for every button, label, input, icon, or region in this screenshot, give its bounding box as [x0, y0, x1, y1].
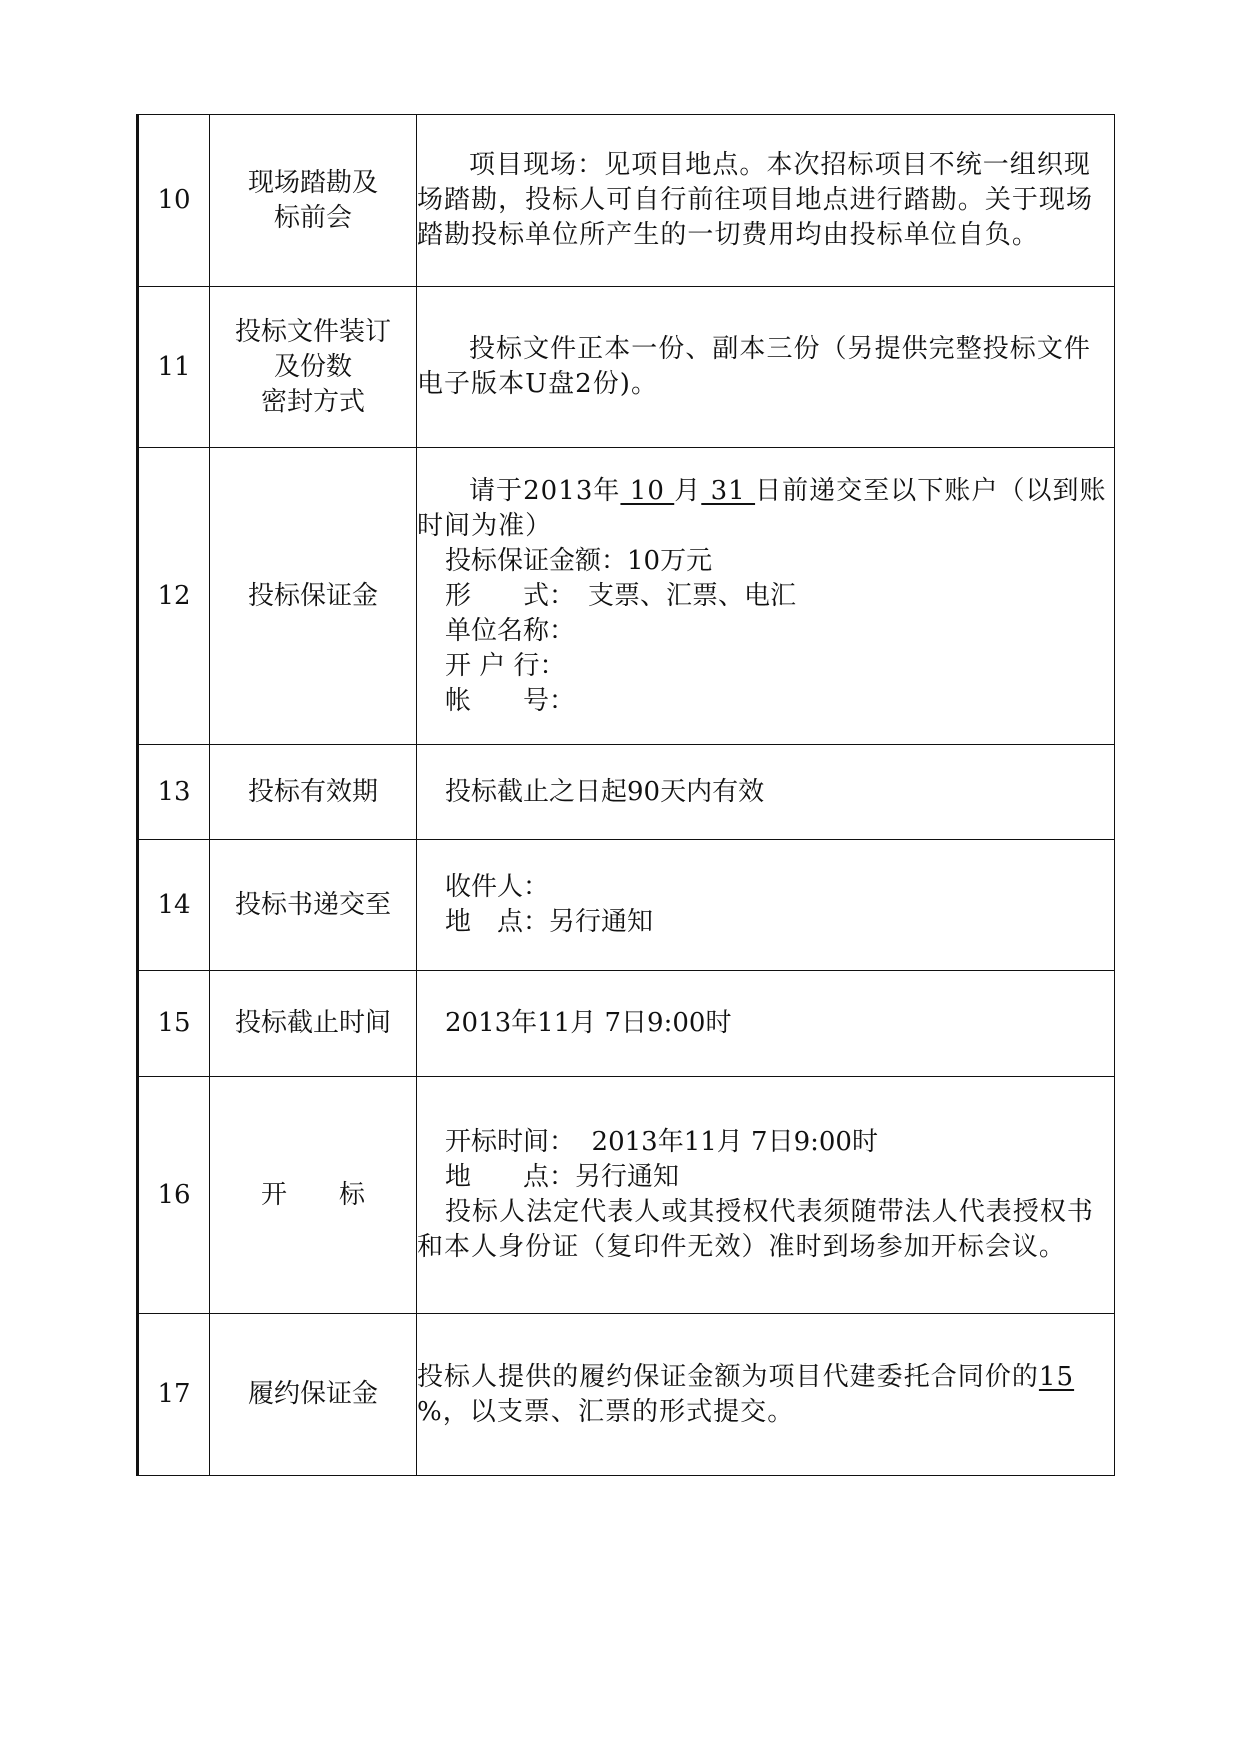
deposit-unit: 单位名称：: [445, 615, 576, 646]
perf-text-b: %，以支票、汇票的形式提交。: [417, 1396, 795, 1427]
row-number: 17: [138, 1314, 210, 1476]
row-number: 10: [138, 115, 210, 287]
location-line: 地 点：另行通知: [445, 907, 654, 937]
perf-text-a: 投标人提供的履约保证金额为项目代建委托合同价的: [417, 1361, 1039, 1392]
deposit-amount: 投标保证金额：10万元: [445, 545, 713, 576]
table-row: [138, 840, 1115, 971]
performance-bond-text: [417, 1360, 1114, 1430]
deposit-intro: [417, 474, 1114, 544]
item-line: 现场踏勘及: [247, 167, 378, 198]
row-item: [210, 287, 417, 448]
deposit-month: 10: [620, 475, 675, 506]
tender-info-table: [136, 114, 1115, 1476]
row-item: [210, 115, 417, 287]
deposit-form: [417, 579, 1114, 614]
item-line: 投标文件装订: [234, 316, 391, 347]
row-content: [417, 1077, 1115, 1314]
row-content: [417, 448, 1115, 745]
deposit-intro-b: 月: [674, 475, 702, 506]
table-row: [138, 971, 1115, 1077]
deadline-line: 2013年11月 7日9:00时: [445, 1008, 732, 1038]
content-paragraph: 项目现场：见项目地点。本次招标项目不统一组织现场踏勘，投标人可自行前往项目地点进行踏勘。关于现场踏勘投标单位所产生的一切费用均由投标单位自负。: [417, 150, 1094, 250]
row-number: 11: [138, 287, 210, 448]
row-content: [417, 971, 1115, 1077]
row-content: [417, 840, 1115, 971]
row-number: 12: [138, 448, 210, 745]
row-item: 投标保证金: [210, 448, 417, 745]
content-paragraph: 投标文件正本一份、副本三份（另提供完整投标文件电子版本U盘2份)。: [417, 334, 1091, 399]
row-number: 13: [138, 745, 210, 840]
deposit-intro-c: 日前递交至以下账户（以到账时间为准）: [417, 475, 1107, 541]
deposit-form-label: 形 式：: [445, 580, 563, 611]
row-number: 14: [138, 840, 210, 971]
row-item: 开 标: [210, 1077, 417, 1314]
item-line: 标前会: [273, 202, 352, 233]
row-content: [417, 1314, 1115, 1476]
table-row: [138, 745, 1115, 840]
row-number: 15: [138, 971, 210, 1077]
item-line: 密封方式: [260, 386, 365, 417]
table-row: [138, 115, 1115, 287]
row-item: 投标截止时间: [210, 971, 417, 1077]
row-content: [417, 745, 1115, 840]
table-row: [138, 287, 1115, 448]
row-item: 投标书递交至: [210, 840, 417, 971]
row-item: 投标有效期: [210, 745, 417, 840]
deposit-form-value: 支票、汇票、电汇: [588, 580, 797, 611]
table-row: [138, 1077, 1115, 1314]
item-line: 及份数: [273, 351, 352, 382]
deposit-bank: 开 户 行：: [445, 650, 566, 681]
table-row: [138, 1314, 1115, 1476]
row-content: [417, 115, 1115, 287]
opening-note: 投标人法定代表人或其授权代表须随带法人代表授权书和本人身份证（复印件无效）准时到场参加开标会议。: [417, 1197, 1094, 1262]
deposit-intro-a: 请于2013年: [469, 475, 621, 506]
table-row: [138, 448, 1115, 745]
row-number: 16: [138, 1077, 210, 1314]
recipient-line: 收件人：: [445, 872, 550, 902]
perf-percent: 15: [1038, 1361, 1075, 1392]
opening-location-line: 地 点：另行通知: [445, 1162, 680, 1192]
row-item: 履约保证金: [210, 1314, 417, 1476]
content-line: 投标截止之日起90天内有效: [445, 776, 765, 807]
row-content: [417, 287, 1115, 448]
deposit-day: 31: [701, 475, 756, 506]
opening-time-line: 开标时间： 2013年11月 7日9:00时: [445, 1127, 878, 1157]
deposit-account: 帐 号：: [445, 685, 576, 716]
